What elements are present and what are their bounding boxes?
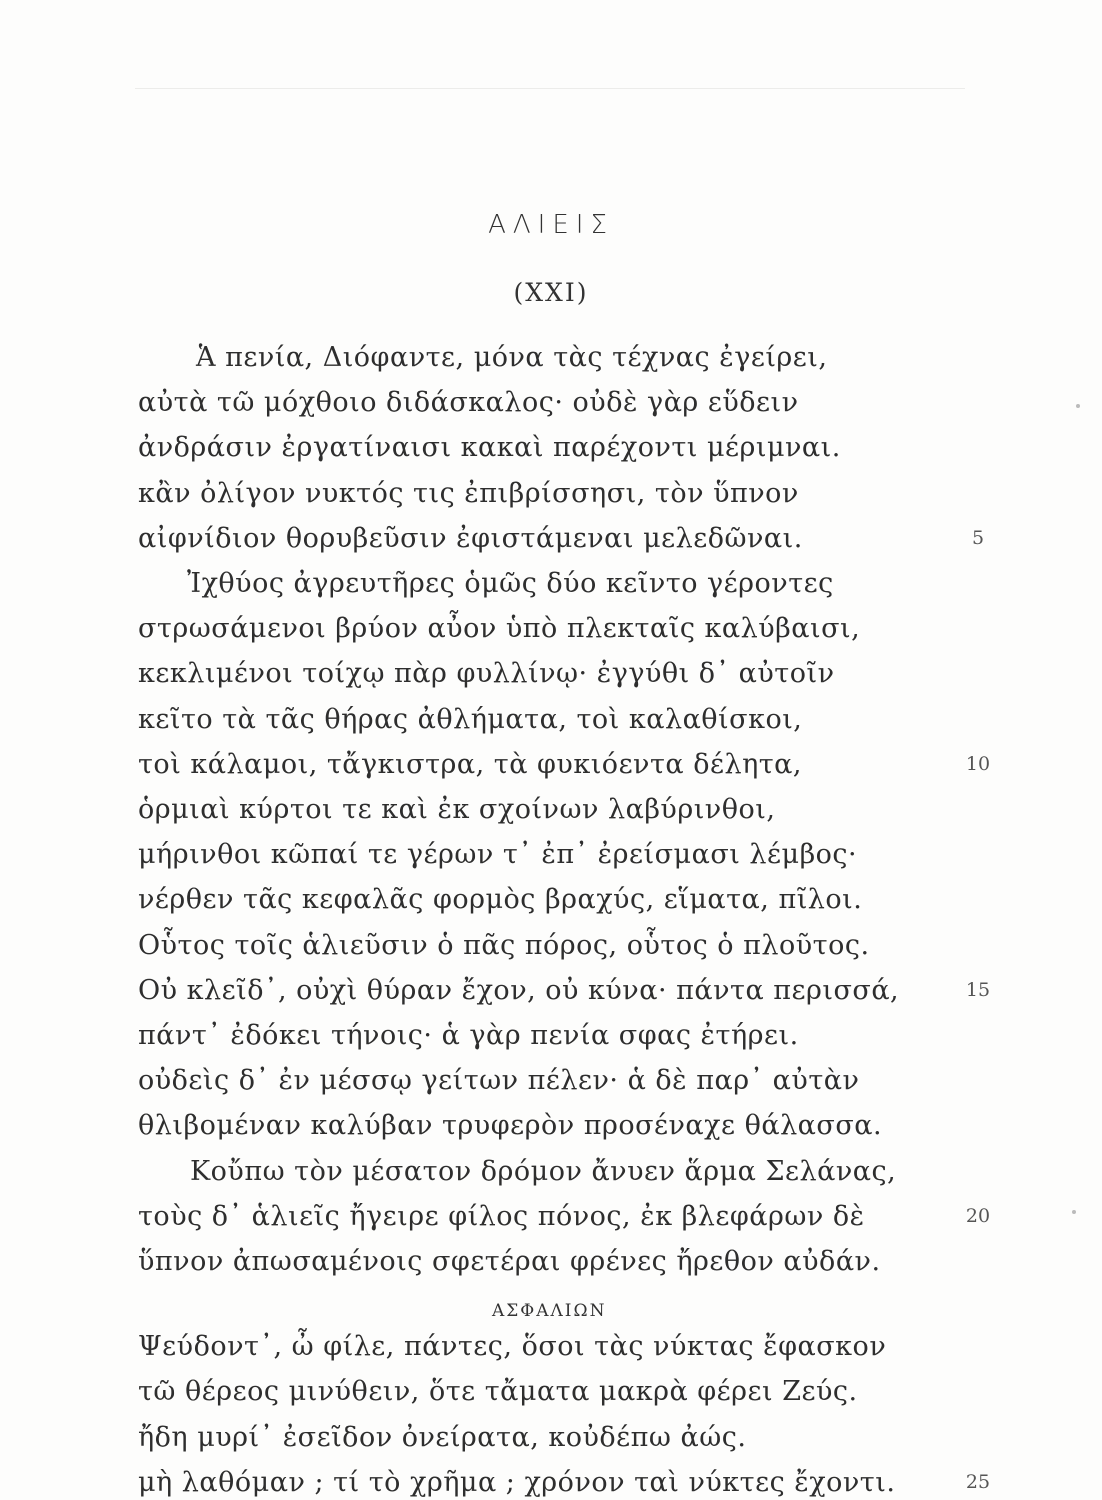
poem-subtitle: (XXI) [513, 278, 589, 307]
poem-line: μὴ λαθόμαν ; τί τὸ χρῆμα ; χρόνον ταὶ νύκτες ἔχοντι. [138, 1466, 896, 1498]
poem-line: θλιβομέναν καλύβαν τρυφερὸν προσέναχε θάλασσα. [138, 1110, 883, 1142]
poem-line: Ἁ πενία, Διόφαντε, μόνα τὰς τέχνας ἐγείρει, [196, 342, 828, 373]
line-number: 5 [971, 526, 985, 549]
poem-line: τοὺς δ᾽ ἁλιεῖς ἤγειρε φίλος πόνος, ἐκ βλεφάρων δὲ [138, 1200, 865, 1232]
poem-line: κἂν ὀλίγον νυκτός τις ἐπιβρίσσησι, τὸν ὕπνον [138, 477, 799, 509]
line-number: 25 [965, 1470, 991, 1493]
poem-line: κεῖτο τὰ τᾶς θήρας ἀθλήματα, τοὶ καλαθίσκοι, [138, 703, 803, 735]
poem-line: τῶ θέρεος μινύθειν, ὅτε τἄματα μακρὰ φέρει Ζεύς. [138, 1376, 858, 1408]
margin-mark [1072, 1210, 1076, 1214]
poem-line: μήρινθοι κῶπαί τε γέρων τ᾽ ἐπ᾽ ἐρείσμασι λέμβος· [138, 839, 858, 871]
line-number: 20 [965, 1204, 991, 1227]
poem-line: Οὗτος τοῖς ἁλιεῦσιν ὁ πᾶς πόρος, οὗτος ὁ πλοῦτος. [138, 929, 870, 961]
poem-line: ὁρμιαὶ κύρτοι τε καὶ ἐκ σχοίνων λαβύρινθοι, [138, 794, 776, 825]
speaker-heading: ΑΣΦΑΛΙΩΝ [492, 1301, 607, 1322]
poem-line: ἤδη μυρί᾽ ἐσεῖδον ὀνείρατα, κοὐδέπω ἀώς. [138, 1421, 747, 1453]
line-number: 15 [965, 978, 991, 1001]
poem-line: πάντ᾽ ἐδόκει τήνοις· ἁ γὰρ πενία σφας ἐτήρει. [138, 1020, 799, 1051]
bleed-through-rule [135, 88, 965, 89]
poem-title: ΑΛΙΕΙΣ [488, 210, 614, 240]
poem-line: ὕπνον ἀπωσαμένοις σφετέραι φρένες ἤρεθον αὐδάν. [138, 1246, 881, 1277]
poem-line: Κοὔπω τὸν μέσατον δρόμον ἄνυεν ἅρμα Σελάνας, [190, 1155, 897, 1187]
margin-mark [1076, 404, 1080, 408]
poem-line: τοὶ κάλαμοι, τἄγκιστρα, τὰ φυκιόεντα δέλητα, [138, 748, 803, 780]
poem-line: Ἰχθύος ἀγρευτῆρες ὁμῶς δύο κεῖντο γέροντες [187, 568, 834, 599]
poem-line: νέρθεν τᾶς κεφαλᾶς φορμὸς βραχύς, εἵματα, πῖλοι. [138, 884, 863, 916]
poem-line: στρωσάμενοι βρύον αὖον ὑπὸ πλεκταῖς καλύβαισι, [138, 613, 861, 645]
poem-line: Οὐ κλεῖδ᾽, οὐχὶ θύραν ἔχον, οὐ κύνα· πάντα περισσά, [138, 974, 900, 1006]
poem-line: Ψεύδοντ᾽, ὦ φίλε, πάντες, ὅσοι τὰς νύκτας ἔφασκον [138, 1331, 887, 1363]
line-number: 10 [965, 752, 991, 775]
poem-line: αὐτὰ τῶ μόχθοιο διδάσκαλος· οὐδὲ γὰρ εὕδειν [138, 387, 799, 419]
poem-line: οὐδεὶς δ᾽ ἐν μέσσῳ γείτων πέλεν· ἁ δὲ παρ᾽ αὐτὰν [138, 1065, 860, 1097]
poem-line: αἰφνίδιον θορυβεῦσιν ἐφιστάμεναι μελεδῶναι. [138, 522, 803, 554]
poem-line: ἀνδράσιν ἐργατίναισι κακαὶ παρέχοντι μέριμναι. [138, 432, 841, 464]
poem-line: κεκλιμένοι τοίχῳ πὰρ φυλλίνῳ· ἐγγύθι δ᾽ αὐτοῖν [138, 658, 835, 690]
